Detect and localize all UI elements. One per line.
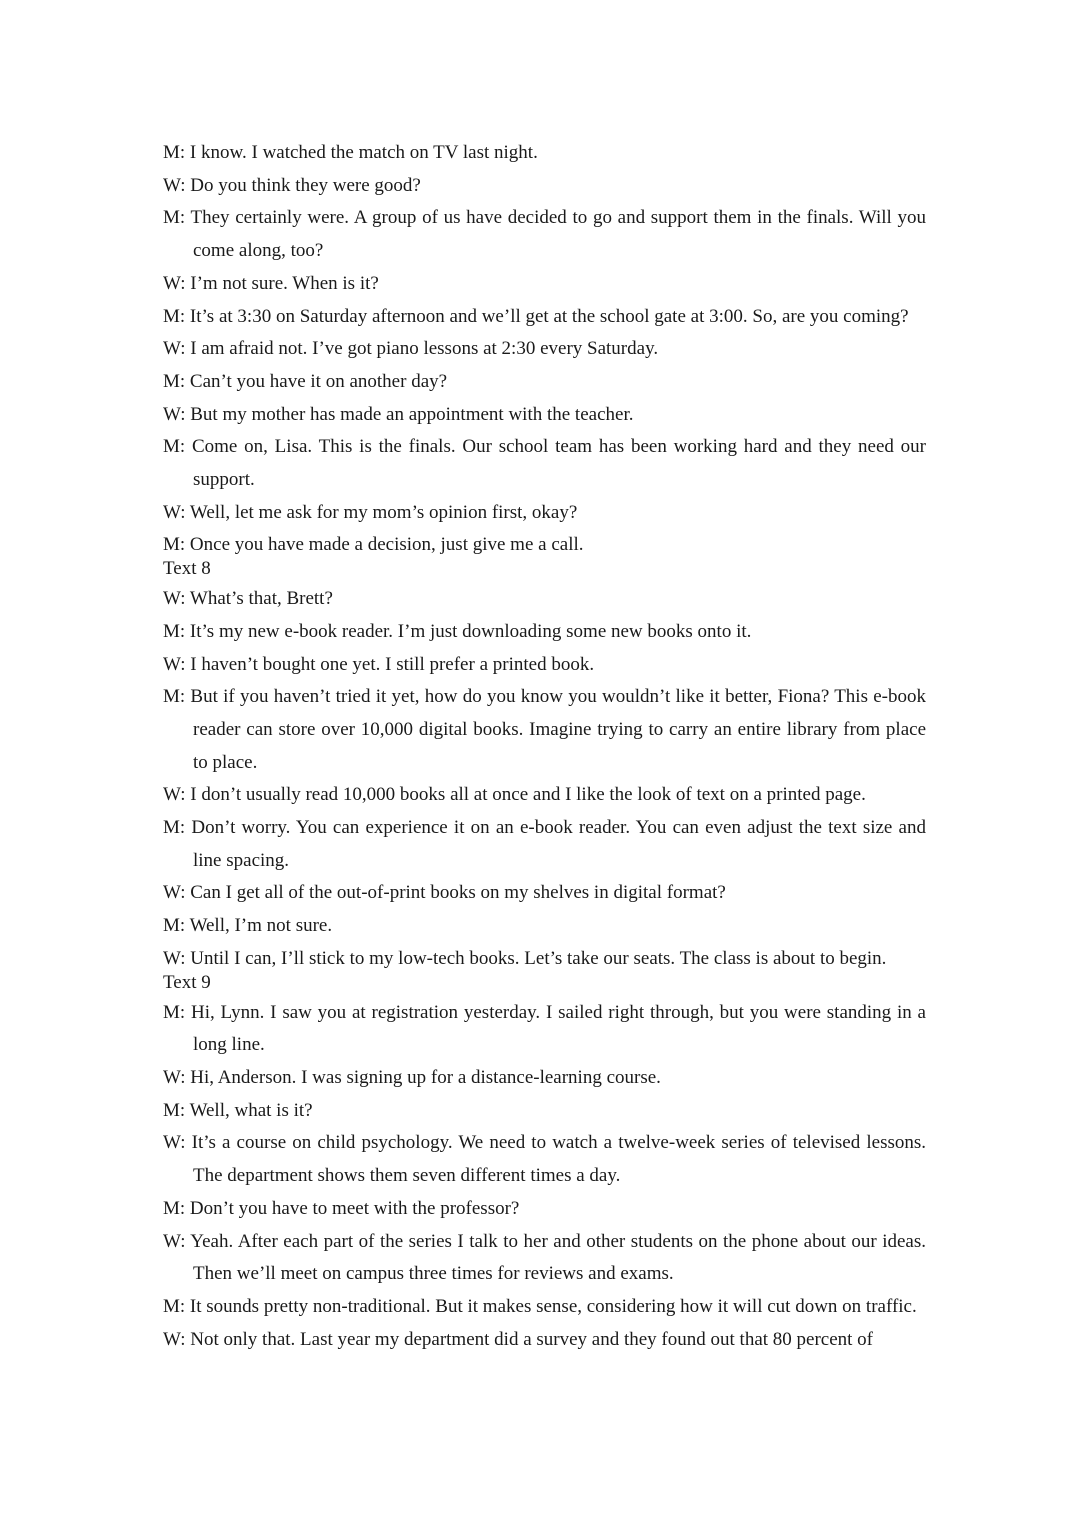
dialogue-line: M: Don’t worry. You can experience it on an e-book reader. You can even adjust the text size and line spacing. (163, 817, 926, 871)
dialogue-line: M: Come on, Lisa. This is the finals. Our school team has been working hard and they need our support. (163, 436, 926, 491)
dialogue-line: M: But if you haven’t tried it yet, how do you know you wouldn’t like it better, Fiona? This e-book reader can store over 10,000 digital books. Imagine trying to carry an entire library from place to place. (163, 686, 926, 773)
dialogue-transcript (163, 137, 926, 1356)
dialogue-line: M: Can’t you have it on another day? (163, 370, 448, 392)
dialogue-line: M: Well, what is it? (163, 1099, 313, 1121)
section-heading-text-8: Text 8 (163, 558, 211, 580)
dialogue-line: M: I know. I watched the match on TV last night. (163, 142, 538, 163)
dialogue-line: M: They certainly were. A group of us have decided to go and support them in the finals. Will you come along, too? (163, 207, 926, 262)
dialogue-line: W: But my mother has made an appointment with the teacher. (163, 403, 634, 425)
dialogue-line: M: Hi, Lynn. I saw you at registration yesterday. I sailed right through, but you were standing in a long line. (163, 1001, 926, 1056)
dialogue-line: M: Don’t you have to meet with the professor? (163, 1197, 520, 1219)
dialogue-line: W: I haven’t bought one yet. I still prefer a printed book. (163, 653, 595, 675)
dialogue-line: M: Well, I’m not sure. (163, 915, 333, 937)
dialogue-line: M: It’s my new e-book reader. I’m just downloading some new books onto it. (163, 620, 752, 642)
dialogue-line: W: I am afraid not. I’ve got piano lessons at 2:30 every Saturday. (163, 338, 659, 360)
section-heading-text-9: Text 9 (163, 971, 211, 993)
dialogue-line: W: I’m not sure. When is it? (163, 272, 379, 294)
dialogue-line: W: Can I get all of the out-of-print books on my shelves in digital format? (163, 882, 726, 904)
dialogue-line: W: Not only that. Last year my department did a survey and they found out that 80 percent of (163, 1328, 874, 1350)
dialogue-line: W: What’s that, Brett? (163, 588, 333, 610)
dialogue-line: W: I don’t usually read 10,000 books all at once and I like the look of text on a printed page. (163, 784, 866, 806)
dialogue-line: M: It’s at 3:30 on Saturday afternoon and we’ll get at the school gate at 3:00. So, are you coming? (163, 305, 909, 327)
dialogue-line: M: It sounds pretty non-traditional. But it makes sense, considering how it will cut down on traffic. (163, 1295, 917, 1317)
dialogue-line: W: Do you think they were good? (163, 174, 421, 196)
dialogue-line: W: Hi, Anderson. I was signing up for a distance-learning course. (163, 1066, 661, 1088)
dialogue-line: W: It’s a course on child psychology. We need to watch a twelve-week series of televised lessons. The department shows them seven different times a day. (163, 1132, 926, 1187)
dialogue-line: W: Yeah. After each part of the series I talk to her and other students on the phone about our ideas. Then we’ll meet on campus three times for reviews and exams. (163, 1230, 926, 1285)
dialogue-line: W: Well, let me ask for my mom’s opinion first, okay? (163, 501, 578, 523)
dialogue-line: M: Once you have made a decision, just give me a call. (163, 534, 584, 556)
dialogue-line: W: Until I can, I’ll stick to my low-tech books. Let’s take our seats. The class is about to begin. (163, 947, 887, 969)
